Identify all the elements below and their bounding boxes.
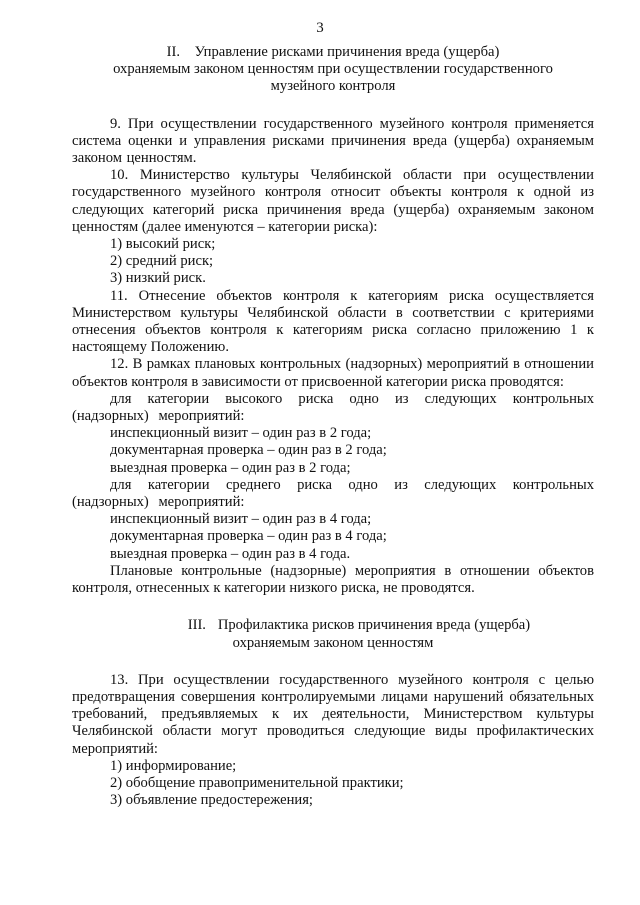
section-3-title-text: Профилактика рисков причинения вреда (ущерба) [217, 617, 531, 634]
high-risk-intro: для категории высокого риска одно из следующих контрольных (надзорных) мероприятий: [72, 390, 594, 425]
paragraph-10: 10. Министерство культуры Челябинской области при осуществлении государственного музейного контроля относит объекты контроля к одной из следующих категорий риска причинения вреда (ущерба) охраняемым законом ценностям (далее именуются – категории риска): [72, 167, 594, 235]
document-body [72, 44, 594, 809]
section-2-title-line-2: охраняемым законом ценностям при осуществлении государственного [113, 61, 553, 78]
section-2-title-line-1: II. Управление рисками причинения вреда (ущерба) [166, 44, 500, 60]
page-number: 3 [316, 20, 324, 36]
high-risk-item: инспекционный визит – один раз в 2 года; [110, 425, 372, 442]
prevention-item: 1) информирование; [110, 757, 237, 774]
risk-item-low: 3) низкий риск. [110, 270, 206, 287]
prevention-item: 2) обобщение правоприменительной практики; [110, 774, 404, 791]
section-3-roman: III. [187, 617, 206, 634]
medium-risk-intro: для категории среднего риска одно из следующих контрольных (надзорных) мероприятий: [72, 476, 594, 511]
risk-item-medium: 2) средний риск; [110, 253, 214, 270]
prevention-item: 3) объявление предостережения; [110, 792, 313, 809]
paragraph-11: 11. Отнесение объектов контроля к категориям риска осуществляется Министерством культуры Челябинской области в соответствии с критериями отнесения объектов контроля к категориям риска согласно приложению 1 к настоящему Положению. [72, 287, 594, 356]
medium-risk-item: выездная проверка – один раз в 4 года. [110, 545, 351, 562]
paragraph-13: 13. При осуществлении государственного музейного контроля с целью предотвращения совершения контролируемыми лицами нарушений обязательных требований, предъявляемых к их деятельности, Министерством культуры Челябинской области могут проводиться следующие виды профилактических мероприятий: [72, 671, 594, 757]
paragraph-9: 9. При осуществлении государственного музейного контроля применяется система оценки и управления рисками причинения вреда (ущерба) охраняемым законом ценностям. [72, 115, 594, 167]
medium-risk-item: инспекционный визит – один раз в 4 года; [110, 511, 372, 528]
section-3-title-line-1 [72, 617, 594, 634]
high-risk-item: выездная проверка – один раз в 2 года; [110, 459, 351, 476]
section-2-title-line-3: музейного контроля [270, 78, 396, 95]
risk-item-high: 1) высокий риск; [110, 236, 216, 253]
high-risk-item: документарная проверка – один раз в 2 года; [110, 442, 387, 459]
paragraph-12: 12. В рамках плановых контрольных (надзорных) мероприятий в отношении объектов контроля в зависимости от присвоенной категории риска проводятся: [72, 356, 594, 390]
medium-risk-item: документарная проверка – один раз в 4 года; [110, 528, 387, 545]
section-3-title-line-2: охраняемым законом ценностям [232, 634, 434, 651]
low-risk-note: Плановые контрольные (надзорные) мероприятия в отношении объектов контроля, отнесенных к категории низкого риска, не проводятся. [72, 562, 594, 597]
